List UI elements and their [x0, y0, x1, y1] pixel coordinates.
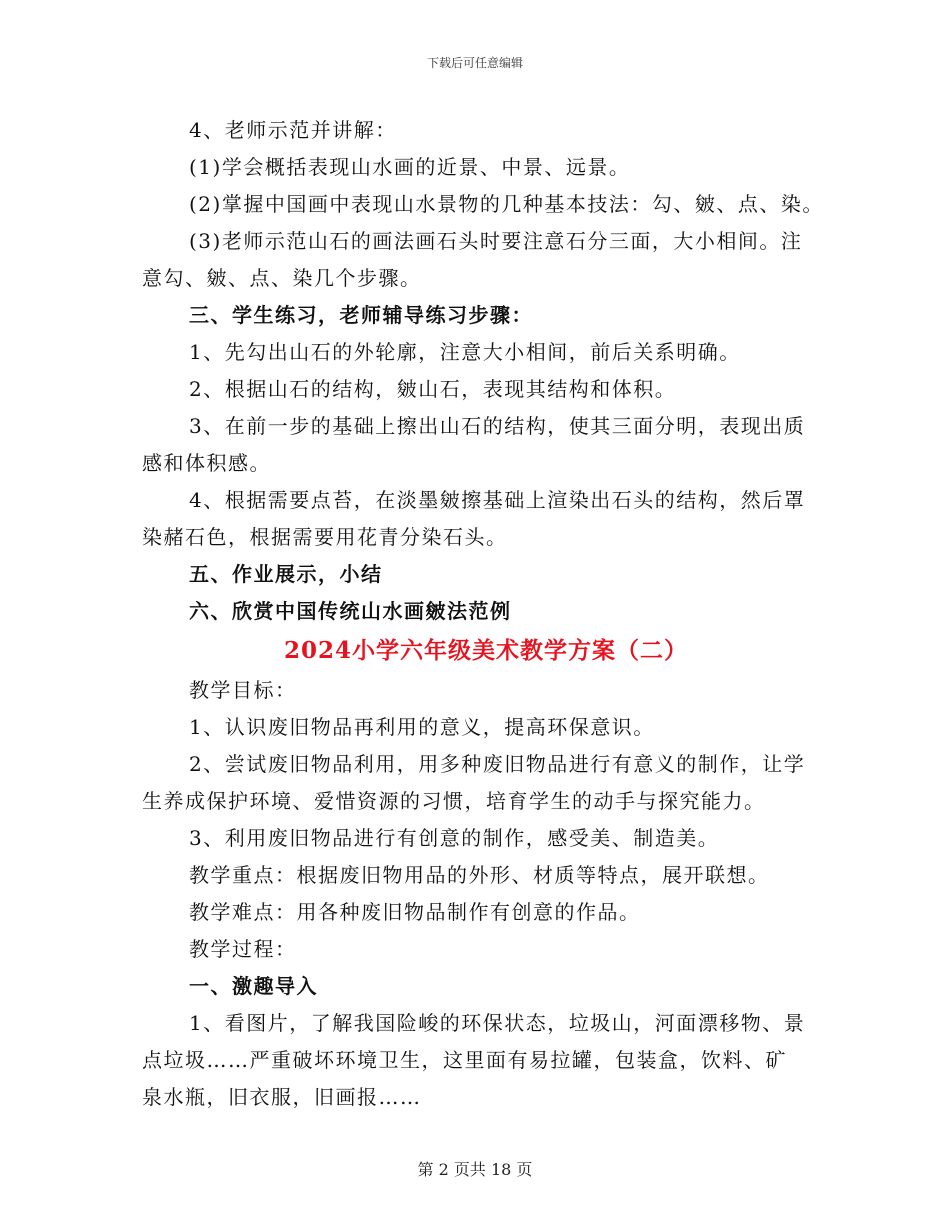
- paragraph-line: 2、根据山石的结构，皴山石，表现其结构和体积。: [189, 377, 677, 401]
- paragraph-line: 1、先勾出山石的外轮廓，注意大小相间，前后关系明确。: [189, 340, 741, 364]
- section-heading: 三、学生练习，老师辅导练习步骤：: [189, 303, 533, 327]
- paragraph-line: 3、利用废旧物品进行有创意的制作，感受美、制造美。: [189, 826, 720, 850]
- paragraph-line: 泉水瓶，旧衣服，旧画报……: [142, 1085, 422, 1109]
- paragraph-line: 教学难点：用各种废旧物品制作有创意的作品。: [189, 900, 641, 924]
- paragraph-line: 3、在前一步的基础上擦出山石的结构，使其三面分明，表现出质: [189, 414, 806, 438]
- paragraph-line: 教学重点：根据废旧物用品的外形、材质等特点，展开联想。: [189, 863, 770, 887]
- paragraph-line: 1、看图片，了解我国险峻的环保状态，垃圾山，河面漂移物、景: [189, 1011, 806, 1035]
- paragraph-line: 点垃圾……严重破坏环境卫生，这里面有易拉罐，包装盒，饮料、矿: [142, 1048, 787, 1072]
- paragraph-line: 4、老师示范并讲解：: [189, 118, 397, 142]
- page-header: 下载后可任意编辑: [426, 56, 523, 70]
- section-title: 2024小学六年级美术教学方案（二）: [283, 637, 688, 664]
- paragraph-line: 感和体积感。: [142, 451, 271, 475]
- paragraph-line: (3)老师示范山石的画法画石头时要注意石分三面，大小相间。注: [189, 229, 803, 253]
- paragraph-line: 4、根据需要点苔，在淡墨皴擦基础上渲染出石头的结构，然后罩: [189, 488, 806, 512]
- paragraph-line: 染赭石色，根据需要用花青分染石头。: [142, 525, 508, 549]
- paragraph-line: (1)学会概括表现山水画的近景、中景、远景。: [189, 155, 631, 179]
- section-heading: 一、激趣导入: [189, 974, 318, 998]
- paragraph-line: 教学过程：: [189, 937, 297, 961]
- paragraph-line: 教学目标：: [189, 678, 297, 702]
- page-number: 第 2 页共 18 页: [417, 1160, 533, 1179]
- section-heading: 六、欣赏中国传统山水画皴法范例: [189, 599, 512, 623]
- paragraph-line: 生养成保护环境、爱惜资源的习惯，培育学生的动手与探究能力。: [142, 789, 766, 813]
- paragraph-line: 2、尝试废旧物品利用，用多种废旧物品进行有意义的制作，让学: [189, 752, 806, 776]
- section-heading: 五、作业展示，小结: [189, 562, 383, 586]
- document-body: [142, 112, 824, 1116]
- paragraph-line: (2)掌握中国画中表现山水景物的几种基本技法：勾、皴、点、染。: [189, 192, 824, 216]
- paragraph-line: 1、认识废旧物品再利用的意义，提高环保意识。: [189, 715, 655, 739]
- paragraph-line: 意勾、皴、点、染几个步骤。: [142, 266, 422, 290]
